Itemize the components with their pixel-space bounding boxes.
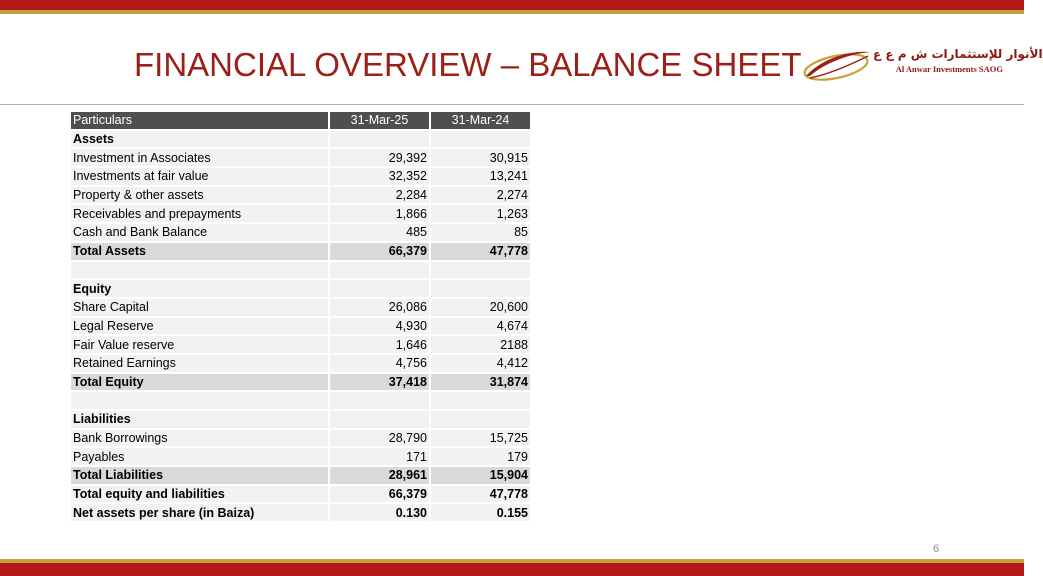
row-value-2025: 26,086 <box>330 299 429 316</box>
row-label: Payables <box>71 448 328 465</box>
row-label: Property & other assets <box>71 187 328 204</box>
row-label: Assets <box>71 131 328 148</box>
net-assets-per-share-row <box>71 504 530 521</box>
row-value-2024 <box>431 280 530 297</box>
balance-sheet-table <box>69 110 532 523</box>
row-label: Share Capital <box>71 299 328 316</box>
header-31-mar-24: 31-Mar-24 <box>431 112 530 129</box>
row-value-2024: 4,412 <box>431 355 530 372</box>
row-value-2024: 2,274 <box>431 187 530 204</box>
row-value-2025 <box>330 131 429 148</box>
row-label: Fair Value reserve <box>71 336 328 353</box>
table-row <box>71 187 530 204</box>
row-label: Net assets per share (in Baiza) <box>71 504 328 521</box>
table-row <box>71 318 530 335</box>
row-value-2024: 85 <box>431 224 530 241</box>
logo-english-name: Al Anwar Investments SAOG <box>895 64 1003 74</box>
row-value-2024: 47,778 <box>431 243 530 260</box>
row-value-2024: 179 <box>431 448 530 465</box>
total-row-equity-and-liabilities <box>71 486 530 503</box>
section-row-assets <box>71 131 530 148</box>
row-value-2024: 1,263 <box>431 205 530 222</box>
row-value-2025 <box>330 262 429 279</box>
table-row <box>71 299 530 316</box>
row-label: Total Liabilities <box>71 467 328 484</box>
bottom-red-band <box>0 563 1024 576</box>
row-label <box>71 392 328 409</box>
row-label: Investment in Associates <box>71 149 328 166</box>
row-value-2025: 2,284 <box>330 187 429 204</box>
row-value-2025 <box>330 392 429 409</box>
table-row <box>71 355 530 372</box>
row-label: Investments at fair value <box>71 168 328 185</box>
row-value-2024 <box>431 411 530 428</box>
spacer-row <box>71 392 530 409</box>
page-number: 6 <box>933 543 940 555</box>
row-value-2024: 4,674 <box>431 318 530 335</box>
row-value-2025: 32,352 <box>330 168 429 185</box>
row-value-2025: 29,392 <box>330 149 429 166</box>
row-value-2025 <box>330 411 429 428</box>
top-gold-band <box>0 10 1024 14</box>
row-value-2025 <box>330 280 429 297</box>
header-particulars: Particulars <box>71 112 328 129</box>
row-label: Total Equity <box>71 374 328 391</box>
table-header-row <box>71 112 530 129</box>
header-31-mar-25: 31-Mar-25 <box>330 112 429 129</box>
row-value-2025: 4,756 <box>330 355 429 372</box>
table-row <box>71 149 530 166</box>
row-value-2025: 1,866 <box>330 205 429 222</box>
table-row <box>71 168 530 185</box>
row-value-2024: 13,241 <box>431 168 530 185</box>
row-label <box>71 262 328 279</box>
logo-arabic-name: الأنوار للإستثمارات ش م ع ع <box>873 47 1043 61</box>
row-value-2024 <box>431 392 530 409</box>
slide-title: FINANCIAL OVERVIEW – BALANCE SHEET <box>134 46 802 83</box>
table-row <box>71 205 530 222</box>
total-row-assets <box>71 243 530 260</box>
total-row-equity <box>71 374 530 391</box>
row-label: Total equity and liabilities <box>71 486 328 503</box>
row-value-2024: 20,600 <box>431 299 530 316</box>
row-value-2024: 30,915 <box>431 149 530 166</box>
row-value-2025: 4,930 <box>330 318 429 335</box>
row-value-2025: 28,790 <box>330 430 429 447</box>
row-label: Cash and Bank Balance <box>71 224 328 241</box>
table-row <box>71 448 530 465</box>
swoosh-logo-icon <box>800 40 875 90</box>
section-row-equity <box>71 280 530 297</box>
total-row-liabilities <box>71 467 530 484</box>
row-label: Receivables and prepayments <box>71 205 328 222</box>
row-value-2024: 0.155 <box>431 504 530 521</box>
row-value-2025: 37,418 <box>330 374 429 391</box>
row-value-2024: 15,904 <box>431 467 530 484</box>
row-label: Retained Earnings <box>71 355 328 372</box>
row-value-2024: 15,725 <box>431 430 530 447</box>
title-divider <box>0 104 1024 105</box>
table-row <box>71 430 530 447</box>
spacer-row <box>71 262 530 279</box>
row-value-2025: 66,379 <box>330 486 429 503</box>
section-row-liabilities <box>71 411 530 428</box>
top-red-band <box>0 0 1024 10</box>
row-value-2025: 485 <box>330 224 429 241</box>
row-value-2024: 2188 <box>431 336 530 353</box>
row-value-2024 <box>431 262 530 279</box>
row-value-2025: 66,379 <box>330 243 429 260</box>
table-row <box>71 224 530 241</box>
row-value-2025: 28,961 <box>330 467 429 484</box>
row-label: Bank Borrowings <box>71 430 328 447</box>
row-value-2024: 31,874 <box>431 374 530 391</box>
row-label: Liabilities <box>71 411 328 428</box>
row-label: Equity <box>71 280 328 297</box>
row-value-2024 <box>431 131 530 148</box>
row-label: Total Assets <box>71 243 328 260</box>
row-label: Legal Reserve <box>71 318 328 335</box>
table-row <box>71 336 530 353</box>
row-value-2025: 171 <box>330 448 429 465</box>
row-value-2025: 1,646 <box>330 336 429 353</box>
row-value-2025: 0.130 <box>330 504 429 521</box>
row-value-2024: 47,778 <box>431 486 530 503</box>
